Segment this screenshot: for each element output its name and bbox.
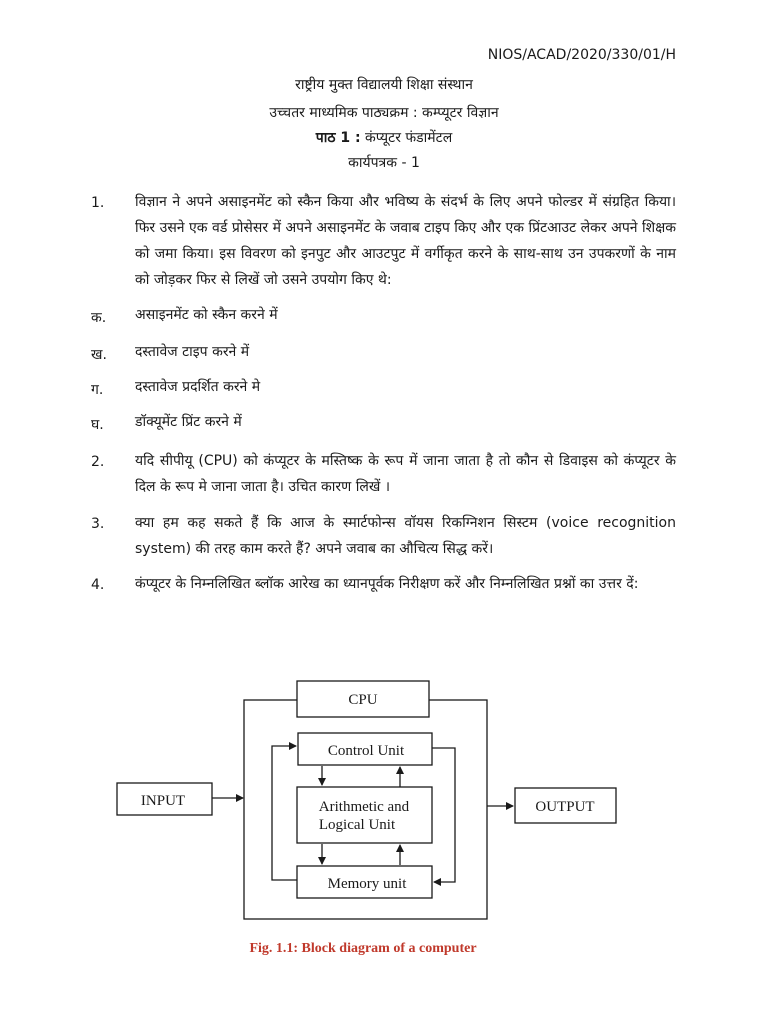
question-text: क्या हम कह सकते हैं कि आज के स्मार्टफोन्स वॉयस रिकग्निशन सिस्टम (voice recognition system) की तरह काम करते हैं? अपने जवाब का औचित्य सिद्ध करें। (135, 515, 676, 557)
sub-item-text: दस्तावेज टाइप करने में (135, 344, 250, 360)
course-title: उच्चतर माध्यमिक पाठ्यक्रम : कम्प्यूटर विज्ञान (269, 105, 499, 121)
worksheet-title: कार्यपत्रक - 1 (348, 155, 420, 171)
sub-item-marker: ख. (91, 347, 107, 363)
output-label: OUTPUT (535, 799, 595, 815)
alu-box (297, 787, 432, 843)
question-number: 1. (91, 195, 105, 211)
alu-label-line2: Logical Unit (318, 817, 396, 833)
document-code: NIOS/ACAD/2020/330/01/H (487, 47, 676, 63)
sub-item-text: डॉक्यूमेंट प्रिंट करने में (135, 414, 242, 430)
sub-item-marker: क. (91, 310, 107, 326)
institute-title: राष्ट्रीय मुक्त विद्यालयी शिक्षा संस्थान (295, 77, 473, 93)
alu-label-line1: Arithmetic and (318, 799, 410, 815)
sub-item-marker: ग. (91, 382, 104, 398)
sub-item-text: असाइनमेंट को स्कैन करने में (135, 307, 278, 323)
question-number: 2. (91, 454, 105, 470)
memory-unit-label: Memory unit (327, 876, 407, 892)
control-unit-label: Control Unit (327, 743, 405, 759)
question-number: 3. (91, 516, 105, 532)
cpu-label: CPU (348, 692, 378, 708)
control-to-memory-arrow (432, 748, 455, 882)
question-text: यदि सीपीयू (CPU) को कंप्यूटर के मस्तिष्क के रूप में जाना जाता है तो कौन से डिवाइस को कंप्यूटर के दिल के रूप मे जाना जाता है। उचित कारण लिखें । (135, 453, 676, 495)
sub-item-marker: घ. (91, 417, 104, 433)
lesson-prefix: पाठ 1 : (315, 130, 361, 146)
diagram-caption: Fig. 1.1: Block diagram of a computer (249, 941, 477, 956)
question-number: 4. (91, 577, 105, 593)
memory-to-control-arrow (272, 746, 297, 880)
question-text: कंप्यूटर के निम्नलिखित ब्लॉक आरेख का ध्यानपूर्वक निरीक्षण करें और निम्नलिखित प्रश्नों का उत्तर दें: (135, 576, 639, 592)
sub-item-text: दस्तावेज प्रदर्शित करने मे (135, 379, 261, 395)
question-text: विज्ञान ने अपने असाइनमेंट को स्कैन किया और भविष्य के संदर्भ के लिए अपने फोल्डर में संग्रहित किया। फिर उसने एक वर्ड प्रोसेसर में अपने असाइनमेंट के जवाब टाइप किए और एक प्रिंटआउट लेकर अपने शिक्षक को जमा किया। इस विवरण को इनपुट और आउटपुट में वर्गीकृत करने के साथ-साथ उन उपकरणों के नाम को जोड़कर फिर से लिखें जो उसने उपयोग किए थे: (135, 194, 676, 288)
lesson-name: कंप्यूटर फंडामेंटल (365, 130, 453, 146)
input-label: INPUT (140, 793, 186, 809)
